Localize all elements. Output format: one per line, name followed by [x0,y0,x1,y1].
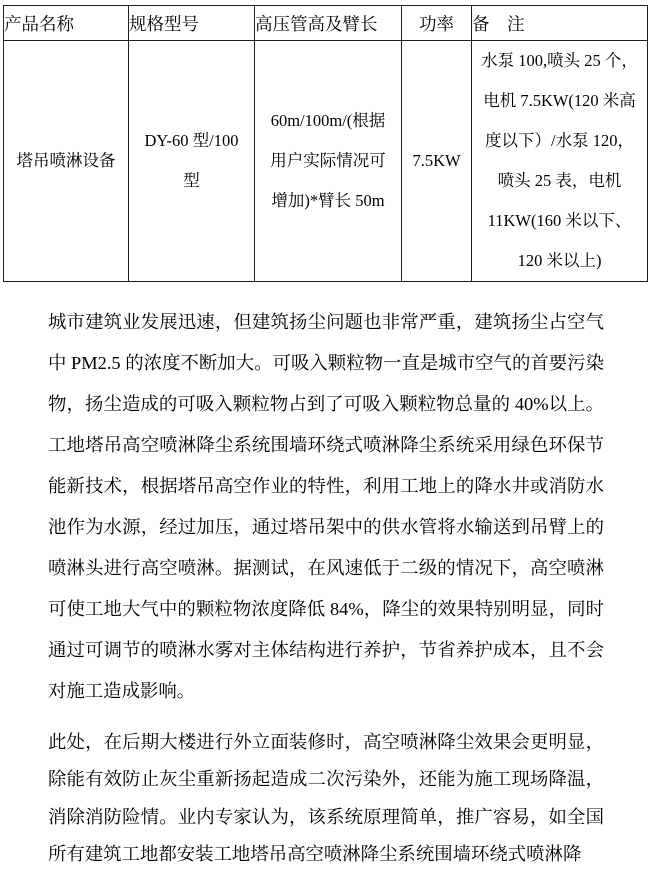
product-spec-table [3,5,648,282]
pipe-line: 用户实际情况可 [270,151,386,170]
remark-line: 喷头 25 表，电机 [497,171,622,190]
remark-line: 度以下）/水泵 120， [485,131,634,150]
remark-line: 11KW(160 米以下、 [487,211,632,230]
col-header-product-name: 产品名称 [4,6,129,41]
document-page [0,5,650,873]
remark-line: 水泵 100,喷头 25 个， [481,51,638,70]
pipe-line: 60m/100m/(根据 [270,111,386,130]
table-row [4,41,648,282]
remark-line: 电机 7.5KW(120 米高 [483,91,636,110]
paragraph-1: 城市建筑业发展迅速，但建筑扬尘问题也非常严重，建筑扬尘占空气中 PM2.5 的浓度不断加大。可吸入颗粒物一直是城市空气的首要污染物，扬尘造成的可吸入颗粒物占到了可吸入颗粒物总量的 40%以上。工地塔吊高空喷淋降尘系统围墙环绕式喷淋降尘系统采用绿色环保节能新技术，根据塔吊高空作业的特性，利用工地上的降水井或消防水池作为水源，经过加压，通过塔吊架中的供水管将水输送到吊臂上的喷淋头进行高空喷淋。据测试，在风速低于二级的情况下，高空喷淋可使工地大气中的颗粒物浓度降低 84%，降尘的效果特别明显，同时通过可调节的喷淋水雾对主体结构进行养护，节省养护成本，且不会对施工造成影响。 [48,311,604,701]
model-line: DY-60 型/100 [144,131,239,150]
pipe-line: 增加)*臂长 50m [271,191,385,210]
document-body [48,302,604,873]
paragraph-2: 此处，在后期大楼进行外立面装修时，高空喷淋降尘效果会更明显，除能有效防止灰尘重新扬起造成二次污染外，还能为施工现场降温，消除消防险情。业内专家认为，该系统原理简单，推广容易，如全国所有建筑工地都安装工地塔吊高空喷淋降尘系统围墙环绕式喷淋降 [48,731,604,864]
cell-model [129,41,255,282]
col-header-model: 规格型号 [129,6,255,41]
col-header-remarks: 备 注 [472,6,648,41]
col-header-pipe-height-arm: 高压管高及臂长 [255,6,402,41]
cell-remarks [472,41,648,282]
cell-pipe-height-arm [255,41,402,282]
col-header-power: 功率 [402,6,472,41]
table-header-row [4,6,648,41]
model-line: 型 [183,171,200,190]
remark-line: 120 米以上) [517,251,602,270]
cell-product-name: 塔吊喷淋设备 [4,41,129,282]
cell-power: 7.5KW [402,41,472,282]
